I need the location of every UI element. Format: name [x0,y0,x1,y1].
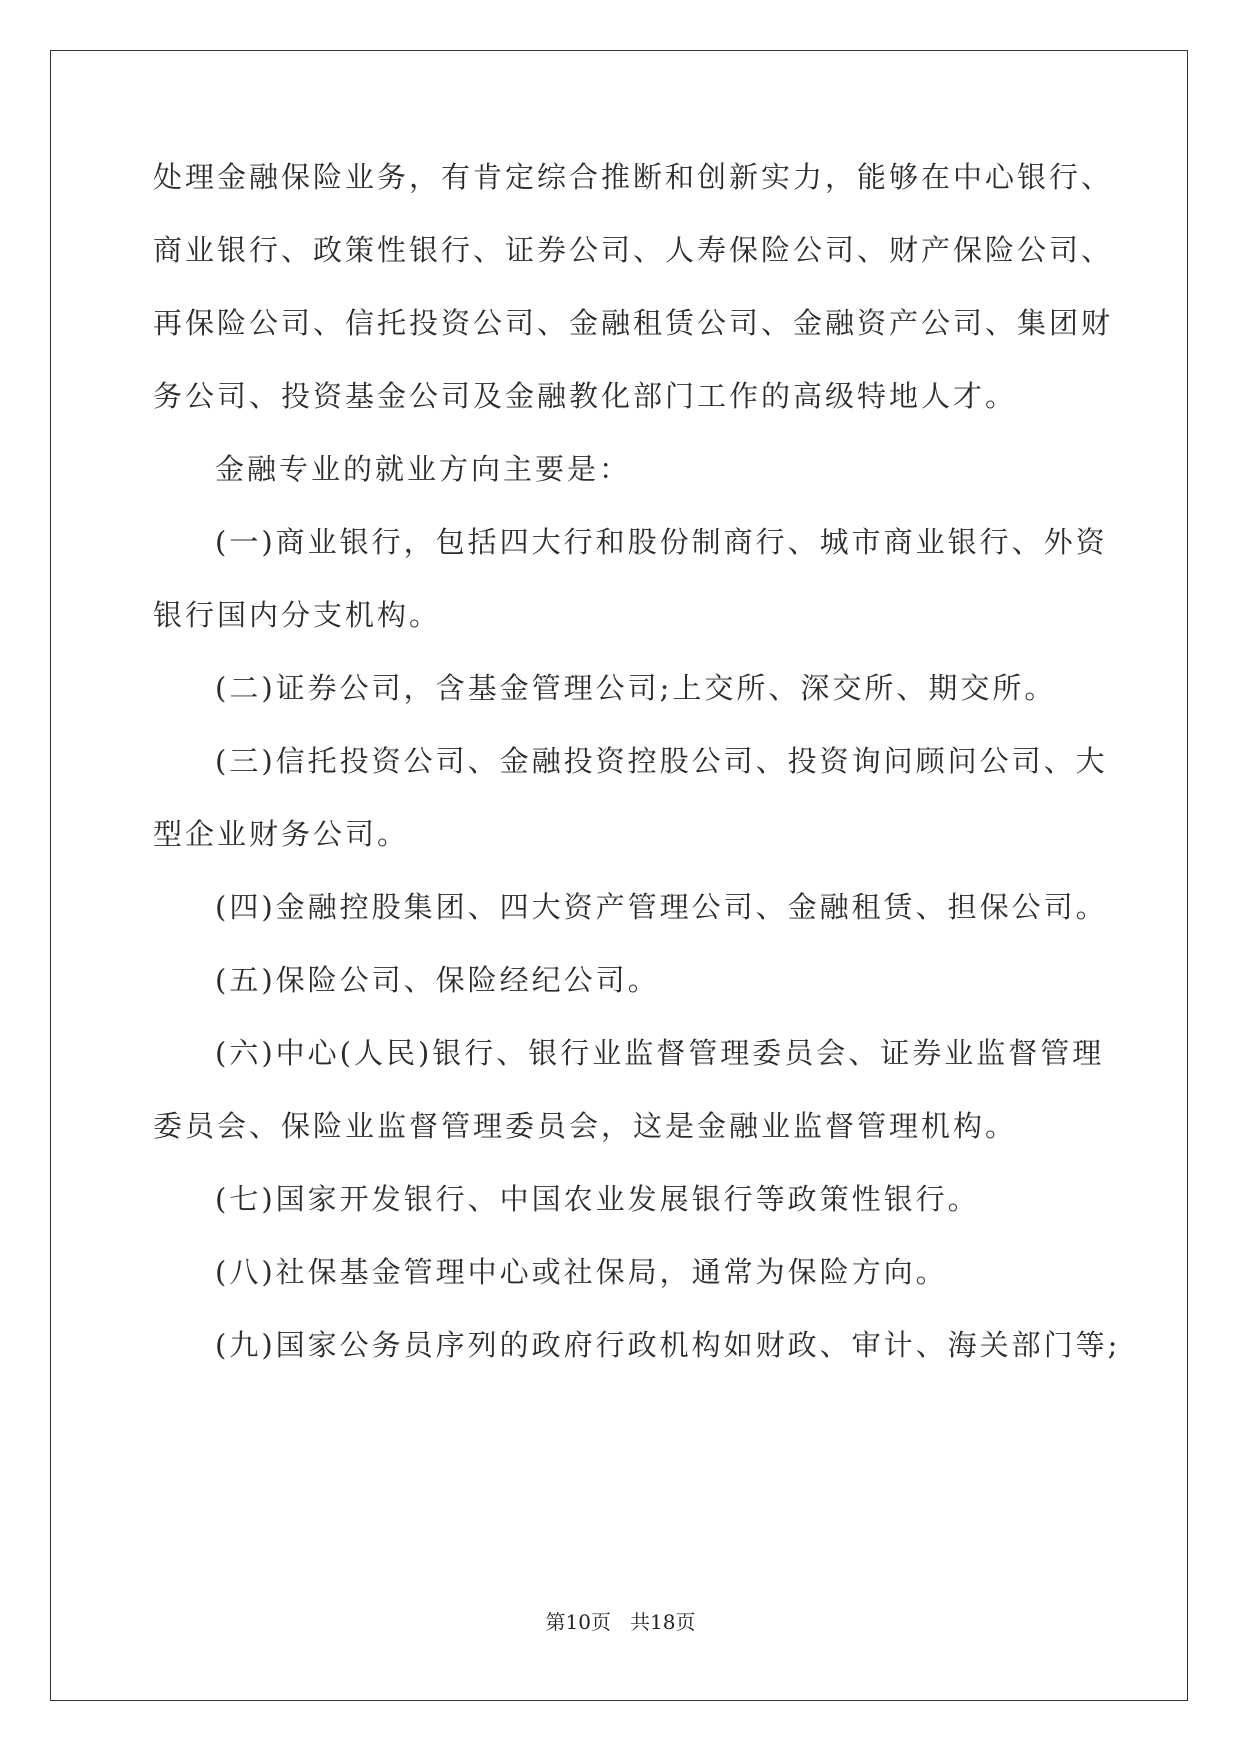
text-line: 银行国内分支机构。 [153,598,442,632]
text-line: 金融专业的就业方向主要是： [215,452,632,486]
page-number: 第10页 共18页 [545,1610,696,1634]
text-line: 务公司、投资基金公司及金融教化部门工作的高级特地人才。 [153,379,1018,413]
text-line: (七)国家开发银行、中国农业发展银行等政策性银行。 [215,1182,980,1216]
text-line: (一)商业银行，包括四大行和股份制商行、城市商业银行、外资 [215,525,1108,559]
text-line: (六)中心(人民)银行、银行业监督管理委员会、证券业监督管理 [215,1036,1105,1070]
page-border [50,50,1188,1701]
text-line: (三)信托投资公司、金融投资控股公司、投资询问顾问公司、大 [215,744,1108,778]
text-line: (五)保险公司、保险经纪公司。 [215,963,660,997]
text-line: 商业银行、政策性银行、证券公司、人寿保险公司、财产保险公司、 [153,233,1114,267]
text-line: (八)社保基金管理中心或社保局，通常为保险方向。 [215,1255,948,1289]
text-line: 再保险公司、信托投资公司、金融租赁公司、金融资产公司、集团财 [153,306,1114,340]
text-line: 型企业财务公司。 [153,817,410,851]
text-line: 处理金融保险业务，有肯定综合推断和创新实力，能够在中心银行、 [153,160,1114,194]
text-line: (二)证券公司，含基金管理公司;上交所、深交所、期交所。 [215,671,1057,705]
page-footer [0,1606,1241,1635]
text-line: 委员会、保险业监督管理委员会，这是金融业监督管理机构。 [153,1109,1018,1143]
text-line: (四)金融控股集团、四大资产管理公司、金融租赁、担保公司。 [215,890,1108,924]
text-line: (九)国家公务员序列的政府行政机构如财政、审计、海关部门等; [215,1328,1121,1362]
